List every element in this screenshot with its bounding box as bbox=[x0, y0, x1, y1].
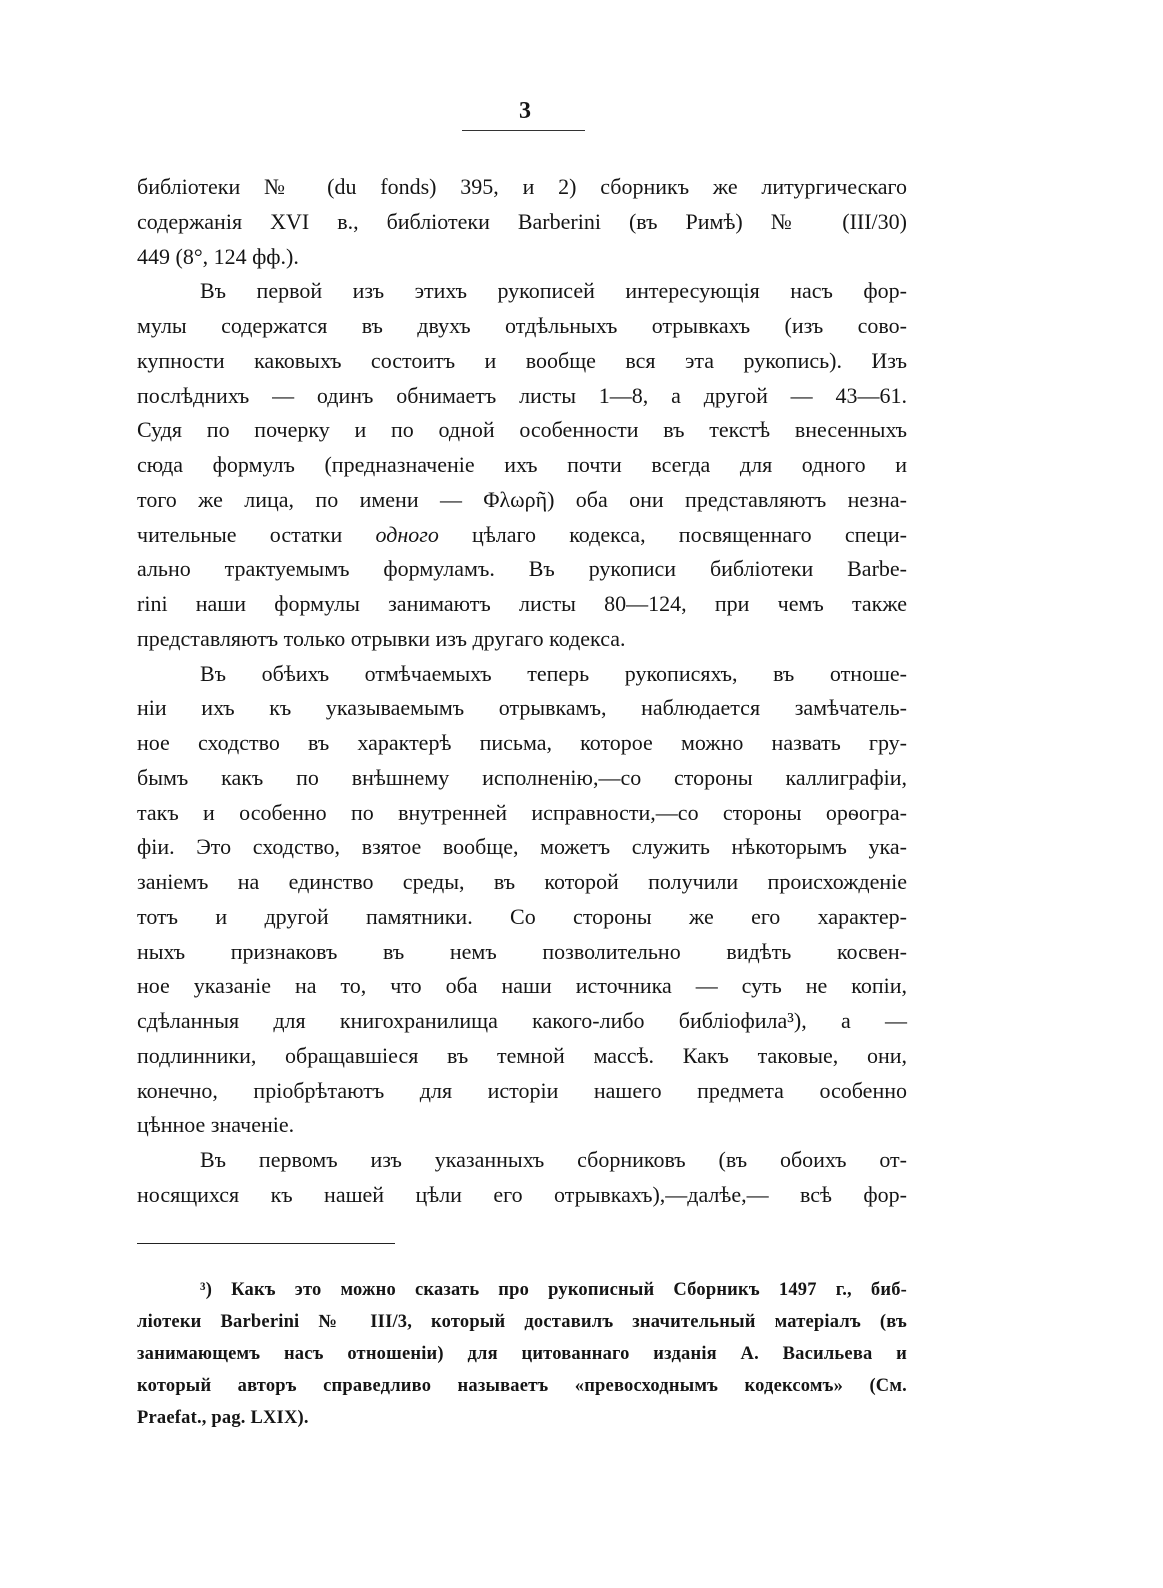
text-line: 449 (8°, 124 фф.). bbox=[137, 243, 299, 269]
text-line: фіи. Это сходство, взятое вообще, можетъ служить нѣкоторымъ ука- bbox=[137, 834, 907, 860]
page-number: 3 bbox=[519, 98, 531, 124]
text-line: представляютъ только отрывки изъ другаго кодекса. bbox=[137, 625, 626, 651]
text-line: мулы содержатся въ двухъ отдѣльныхъ отрывкахъ (изъ сово- bbox=[137, 313, 907, 338]
italic-word: одного bbox=[375, 521, 439, 547]
text-line: купности каковыхъ состоитъ и вообще вся эта рукопись). Изъ bbox=[137, 347, 907, 373]
text-line: ально трактуемымъ формуламъ. Въ рукописи библіотеки Barbe- bbox=[137, 556, 907, 582]
text-segment: цѣлаго кодекса, посвященнаго специ- bbox=[438, 521, 907, 547]
header-rule bbox=[462, 130, 585, 131]
text-line: Судя по почерку и по одной особенности въ текстѣ внесенныхъ bbox=[137, 417, 907, 443]
text-line: содержанія XVI в., библіотеки Barberini (въ Римѣ) № (III/30) bbox=[137, 208, 907, 234]
text-line: подлинники, обращавшіеся въ темной массѣ. Какъ таковые, они, bbox=[137, 1042, 907, 1068]
text-line: Въ первомъ изъ указанныхъ сборниковъ (въ обоихъ от- bbox=[200, 1147, 907, 1172]
footnote-line: Praefat., pag. LXIX). bbox=[137, 1408, 309, 1428]
text-line: сюда формулъ (предназначеніе ихъ почти всегда для одного и bbox=[137, 452, 907, 477]
text-line: ное сходство въ характерѣ письма, которое можно назвать гру- bbox=[137, 730, 907, 755]
text-line: Въ первой изъ этихъ рукописей интересующія насъ фор- bbox=[200, 278, 907, 304]
footnote-rule bbox=[137, 1243, 395, 1244]
text-line: библіотеки № (du fonds) 395, и 2) сборникъ же литургическаго bbox=[137, 174, 907, 199]
text-line: заніемъ на единство среды, въ которой получили происхожденіе bbox=[137, 869, 907, 894]
text-line: ныхъ признаковъ въ немъ позволительно видѣть косвен- bbox=[137, 938, 907, 964]
text-line: такъ и особенно по внутренней исправности,—со стороны орѳогра- bbox=[137, 799, 907, 825]
footnote bbox=[137, 1274, 907, 1434]
text-line: цѣнное значеніе. bbox=[137, 1112, 295, 1138]
text-segment: чительные остатки bbox=[137, 521, 376, 547]
text-line: бымъ какъ по внѣшнему исполненію,—со стороны каллиграфіи, bbox=[137, 764, 907, 790]
text-line: ное указаніе на то, что оба наши источника — суть не копіи, bbox=[137, 973, 907, 999]
footnote-line: ліотеки Barberini № III/3, который доставилъ значительный матеріалъ (въ bbox=[137, 1312, 907, 1332]
footnote-line: занимающемъ насъ отношеніи) для цитованнаго изданія А. Васильева и bbox=[137, 1344, 907, 1364]
text-line: носящихся къ нашей цѣли его отрывкахъ),—далѣе,— всѣ фор- bbox=[137, 1181, 907, 1207]
body-text bbox=[137, 170, 907, 1213]
text-line: Въ обѣихъ отмѣчаемыхъ теперь рукописяхъ, въ отноше- bbox=[200, 660, 907, 686]
text-line: ніи ихъ къ указываемымъ отрывкамъ, наблюдается замѣчатель- bbox=[137, 695, 907, 721]
footnote-line: ³) Какъ это можно сказать про рукописный Сборникъ 1497 г., биб- bbox=[200, 1280, 907, 1300]
text-line: послѣднихъ — одинъ обнимаетъ листы 1—8, а другой — 43—61. bbox=[137, 382, 907, 408]
text-line: сдѣланныя для книгохранилища какого-либо библіофила³), а — bbox=[137, 1008, 907, 1033]
text-line: rini наши формулы занимаютъ листы 80—124, при чемъ также bbox=[137, 591, 907, 616]
text-line: конечно, пріобрѣтаютъ для исторіи нашего предмета особенно bbox=[137, 1077, 907, 1103]
footnote-line: который авторъ справедливо называетъ «превосходнымъ кодексомъ» (См. bbox=[137, 1376, 907, 1396]
text-line bbox=[137, 518, 907, 553]
text-line: тотъ и другой памятники. Со стороны же его характер- bbox=[137, 903, 907, 929]
text-line: того же лица, по имени — Φλωρῆ) оба они представляютъ незна- bbox=[137, 486, 907, 512]
